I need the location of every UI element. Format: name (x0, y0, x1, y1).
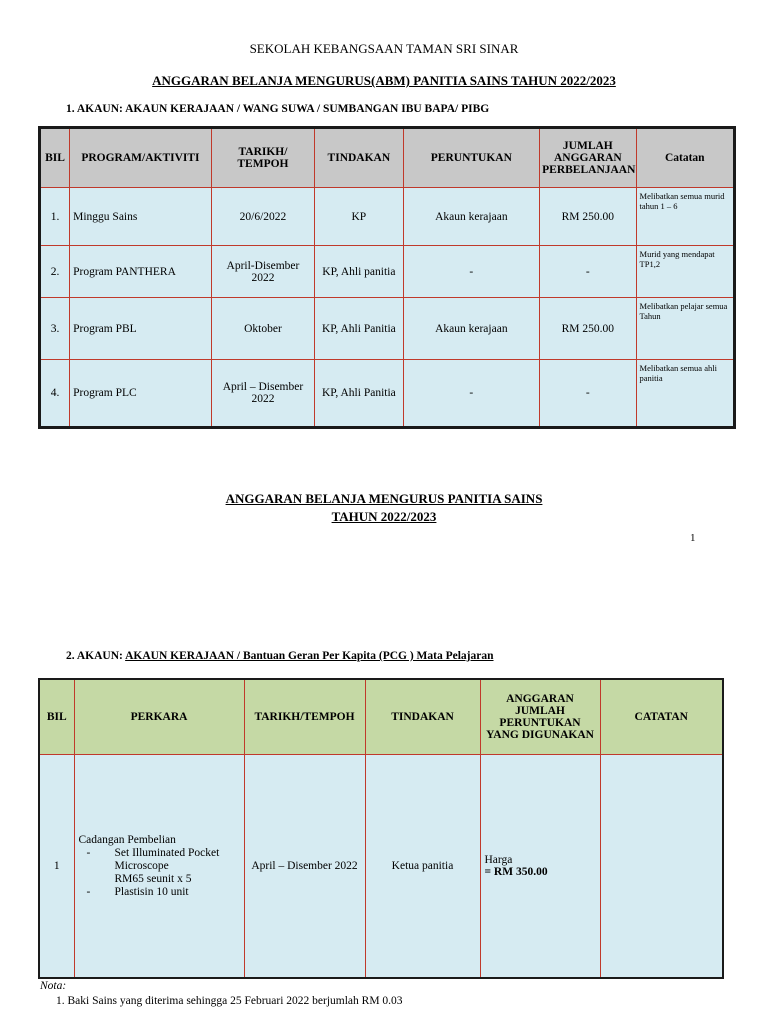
cell-program: Program PLC (70, 360, 212, 428)
section2-heading (66, 650, 494, 662)
pcg-table (38, 678, 724, 979)
cell-peruntukan: - (403, 360, 540, 428)
cell-tarikh: 20/6/2022 (211, 188, 314, 246)
table-header-row (40, 128, 735, 188)
cell-tarikh: April-Disember 2022 (211, 246, 314, 298)
cell-peruntukan: - (403, 246, 540, 298)
section2-account: AKAUN KERAJAAN / Bantuan Geran Per Kapita (PCG ) Mata Pelajaran (125, 650, 494, 662)
section1-heading: 1. AKAUN: AKAUN KERAJAAN / WANG SUWA / SUMBANGAN IBU BAPA/ PIBG (66, 103, 490, 115)
col-tindakan: TINDAKAN (315, 128, 403, 188)
col-jumlah: JUMLAH ANGGARAN PERBELANJAAN (540, 128, 636, 188)
cell-catatan: Murid yang mendapat TP1,2 (636, 246, 734, 298)
cell-tarikh: April – Disember 2022 (244, 755, 365, 979)
cell-catatan: Melibatkan semua ahli panitia (636, 360, 734, 428)
col-program: PROGRAM/AKTIVITI (70, 128, 212, 188)
cell-bil: 1. (40, 188, 70, 246)
cell-tindakan: KP, Ahli panitia (315, 246, 403, 298)
table-row (39, 755, 723, 979)
col-tarikh: TARIKH/TEMPOH (244, 679, 365, 755)
harga-value: = RM 350.00 (484, 866, 548, 878)
cell-tarikh: Oktober (211, 298, 314, 360)
table-row (40, 360, 735, 428)
perkara-item1-cont: Microscope (114, 859, 169, 872)
harga-label: Harga (484, 854, 513, 866)
perkara-item1-name: Set Illuminated Pocket (114, 846, 220, 859)
cell-perkara (74, 755, 244, 979)
cell-tarikh: April – Disember 2022 (211, 360, 314, 428)
cell-anggaran (480, 755, 600, 979)
cell-tindakan: KP, Ahli Panitia (315, 298, 403, 360)
nota-item: 1. Baki Sains yang diterima sehingga 25 Februari 2022 berjumlah RM 0.03 (56, 995, 403, 1007)
cell-program: Program PBL (70, 298, 212, 360)
col-anggaran: ANGGARAN JUMLAH PERUNTUKAN YANG DIGUNAKAN (480, 679, 600, 755)
cell-jumlah: - (540, 246, 636, 298)
bullet-dash: - (86, 885, 91, 898)
cell-peruntukan: Akaun kerajaan (403, 298, 540, 360)
section-title-line1: ANGGARAN BELANJA MENGURUS PANITIA SAINS (225, 491, 543, 506)
table-row (40, 298, 735, 360)
cell-catatan: Melibatkan semua murid tahun 1 – 6 (636, 188, 734, 246)
table-row (40, 188, 735, 246)
perkara-item2-name: Plastisin 10 unit (114, 885, 189, 898)
cell-jumlah: RM 250.00 (540, 298, 636, 360)
cell-catatan (600, 755, 723, 979)
page-number: 1 (690, 532, 696, 544)
cell-bil: 3. (40, 298, 70, 360)
cell-jumlah: RM 250.00 (540, 188, 636, 246)
perkara-title: Cadangan Pembelian (78, 833, 176, 846)
section2-prefix: 2. AKAUN: (66, 650, 126, 662)
col-tarikh: TARIKH/ TEMPOH (211, 128, 314, 188)
col-peruntukan: PERUNTUKAN (403, 128, 540, 188)
col-perkara: PERKARA (74, 679, 244, 755)
school-name: SEKOLAH KEBANGSAAN TAMAN SRI SINAR (249, 41, 519, 56)
col-catatan: Catatan (636, 128, 734, 188)
perkara-item1-price: RM65 seunit x 5 (114, 872, 192, 885)
perkara-item1 (79, 847, 240, 860)
bullet-dash: - (86, 846, 91, 859)
cell-tindakan: KP (315, 188, 403, 246)
abm-program-table (38, 126, 736, 429)
col-catatan: CATATAN (600, 679, 723, 755)
cell-tindakan: Ketua panitia (365, 755, 480, 979)
nota-label: Nota: (40, 980, 67, 992)
cell-program: Program PANTHERA (70, 246, 212, 298)
section-title-line2: TAHUN 2022/2023 (331, 509, 437, 524)
cell-peruntukan: Akaun kerajaan (403, 188, 540, 246)
col-tindakan: TINDAKAN (365, 679, 480, 755)
cell-catatan: Melibatkan pelajar semua Tahun (636, 298, 734, 360)
cell-bil: 4. (40, 360, 70, 428)
cell-bil: 2. (40, 246, 70, 298)
cell-jumlah: - (540, 360, 636, 428)
cell-bil: 1 (39, 755, 74, 979)
table-row (40, 246, 735, 298)
perkara-item2 (79, 886, 240, 899)
document-title: ANGGARAN BELANJA MENGURUS(ABM) PANITIA SAINS TAHUN 2022/2023 (152, 73, 616, 88)
cell-program: Minggu Sains (70, 188, 212, 246)
col-bil: BIL (40, 128, 70, 188)
col-bil: BIL (39, 679, 74, 755)
cell-tindakan: KP, Ahli Panitia (315, 360, 403, 428)
table-header-row (39, 679, 723, 755)
